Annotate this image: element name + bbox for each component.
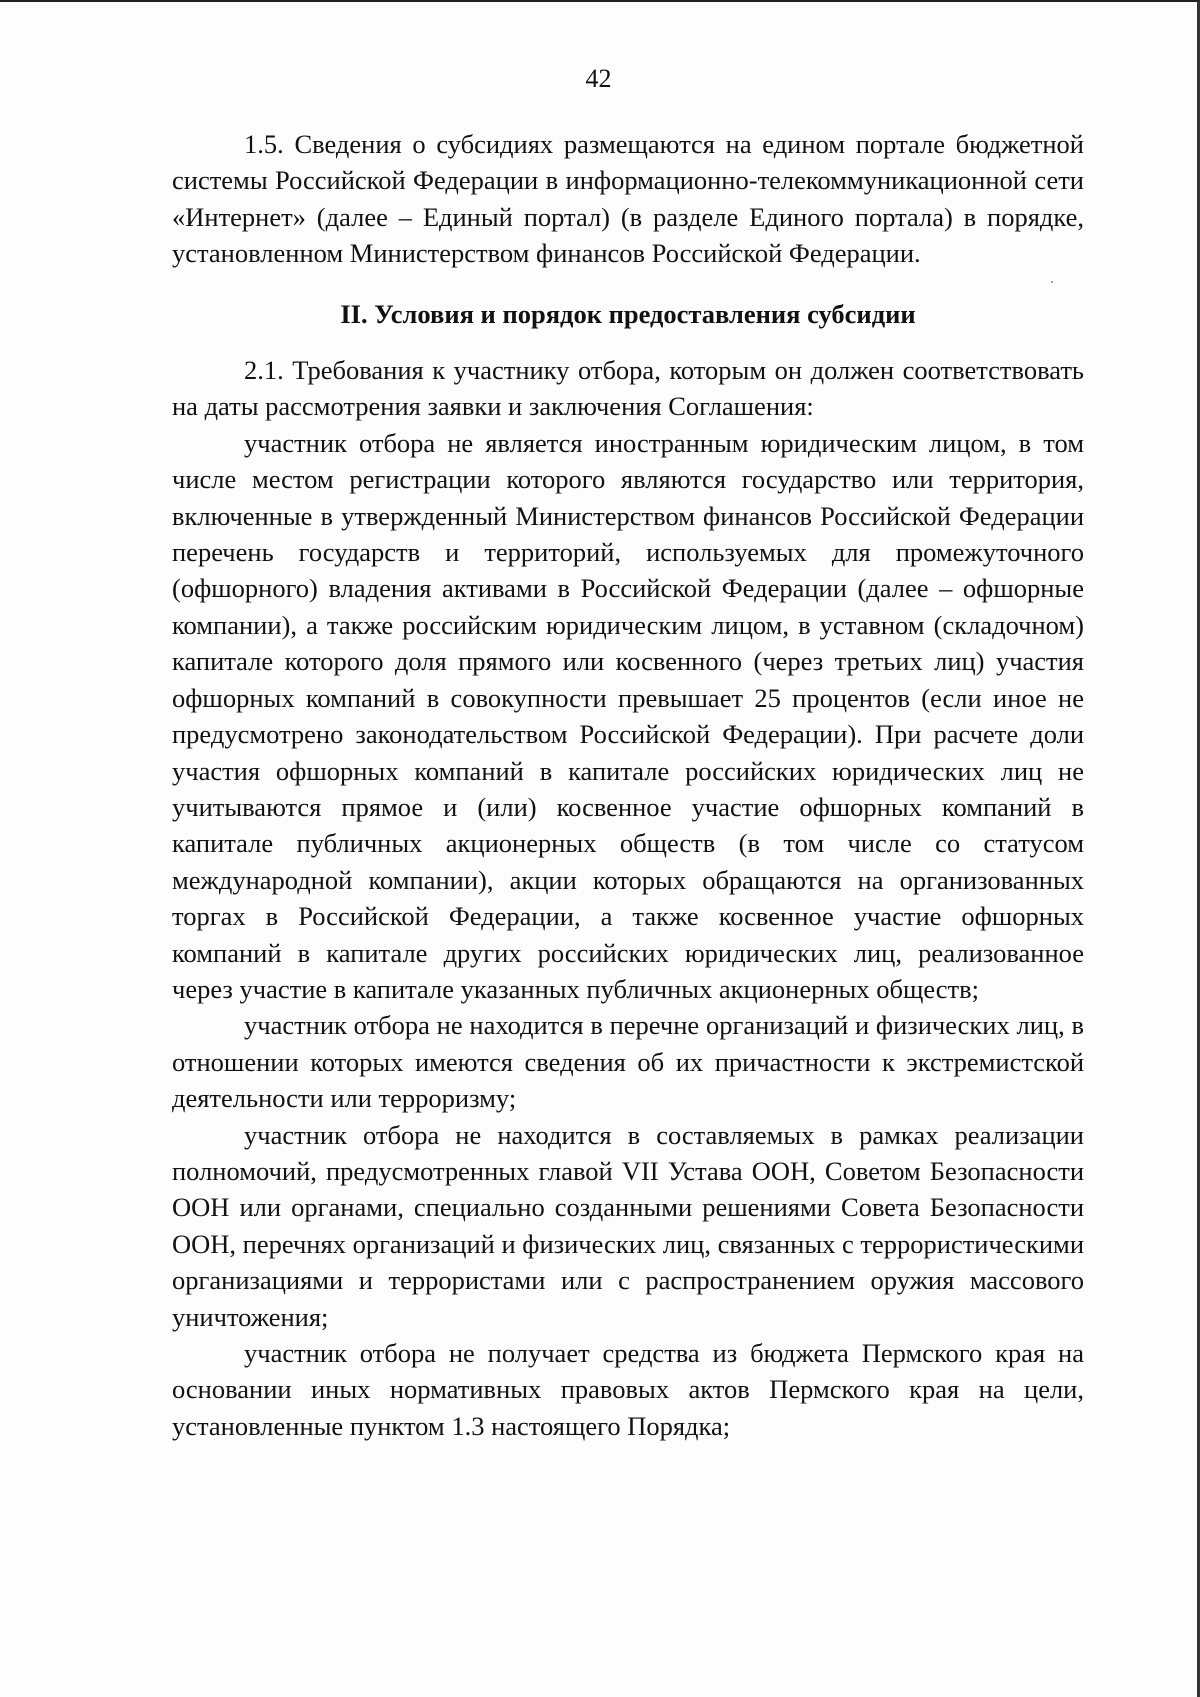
requirement-extremism: участник отбора не находится в перечне организаций и физических лиц, в отношении которых имеются сведения об их причастности к экстремистской деятельности или терроризму; [172, 1010, 1084, 1114]
scan-speck [1051, 281, 1053, 283]
page-number: 42 [585, 64, 612, 93]
paragraph-1-5: 1.5. Сведения о субсидиях размещаются на едином портале бюджетной системы Российской Федерации в информационно-телекоммуникационной сети «Интернет» (далее – Единый портал) (в разделе Единого портала) в порядке, установленном Министерством финансов Российской Федерации. [172, 129, 1084, 269]
paragraph-2-1: 2.1. Требования к участнику отбора, которым он должен соответствовать на даты рассмотрения заявки и заключения Соглашения: [172, 355, 1084, 422]
requirement-offshore: участник отбора не является иностранным юридическим лицом, в том числе местом регистрации которого являются государство или территория, включенные в утвержденный Министерством финансов Российской Федерации перечень государств и территорий, используемых для промежуточного (офшорного) владения активами в Российской Федерации (далее – офшорные компании), а также российским юридическим лицом, в уставном (складочном) капитале которого доля прямого или косвенного (через третьих лиц) участия офшорных компаний в совокупности превышает 25 процентов (если иное не предусмотрено законодательством Российской Федерации). При расчете доли участия офшорных компаний в капитале российских юридических лиц не учитываются прямое и (или) косвенное участие офшорных компаний в капитале публичных акционерных обществ (в том числе со статусом международной компании), акции которых обращаются на организованных торгах в Российской Федерации, а также косвенное участие офшорных компаний в капитале других российских юридических лиц, реализованное через участие в капитале указанных публичных акционерных обществ; [172, 427, 1084, 1004]
requirement-un-lists: участник отбора не находится в составляемых в рамках реализации полномочий, предусмотренных главой VII Устава ООН, Советом Безопасности ООН или органами, специально созданными решениями Совета Безопасности ООН, перечнях организаций и физических лиц, связанных с террористическими организациями и террористами или с распространением оружия массового уничтожения; [172, 1119, 1084, 1332]
document-body [172, 126, 1084, 1444]
requirement-perm-budget: участник отбора не получает средства из бюджета Пермского края на основании иных нормативных правовых актов Пермского края на цели, установленные пунктом 1.3 настоящего Порядка; [172, 1338, 1084, 1441]
section-heading: II. Условия и порядок предоставления субсидии [340, 298, 916, 329]
